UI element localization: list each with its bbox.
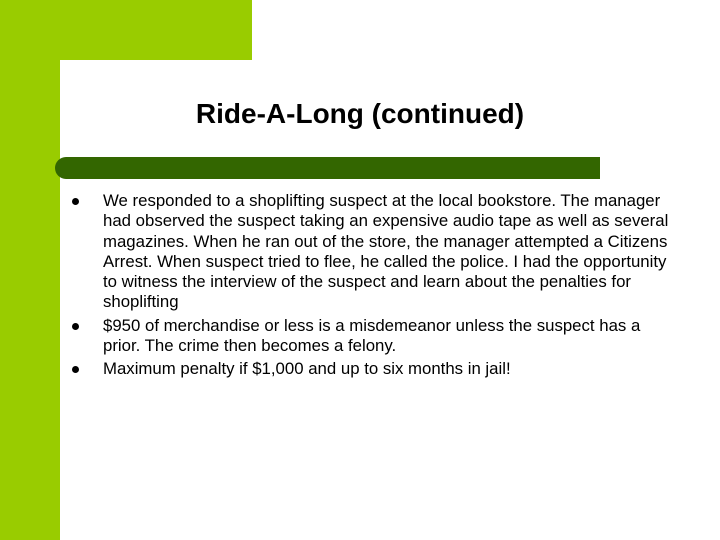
title-underline-bar: [55, 157, 600, 179]
bullet-list: [70, 191, 670, 383]
content-area-corner: [60, 60, 100, 100]
bullet-text: $950 of merchandise or less is a misdemeanor unless the suspect has a prior. The crime then becomes a felony.: [103, 315, 641, 356]
bullet-icon: [72, 366, 79, 373]
bullet-icon: [72, 198, 79, 205]
list-item: [70, 359, 670, 379]
slide-title: Ride-A-Long (continued): [195, 98, 525, 129]
bullet-text: Maximum penalty if $1,000 and up to six months in jail!: [103, 359, 511, 379]
list-item: [70, 191, 670, 313]
green-frame-left: [0, 0, 60, 540]
bullet-text: We responded to a shoplifting suspect at the local bookstore. The manager had observed the suspect taking an expensive audio tape as well as several magazines. When he ran out of the store, the manager attempted a Citizens Arrest. When suspect tried to flee, he called the police. I had the opportunity to witness the interview of the suspect and learn about the penalties for shoplifting: [103, 191, 669, 312]
bullet-icon: [72, 323, 79, 330]
list-item: [70, 316, 670, 357]
green-frame-top: [0, 0, 252, 60]
